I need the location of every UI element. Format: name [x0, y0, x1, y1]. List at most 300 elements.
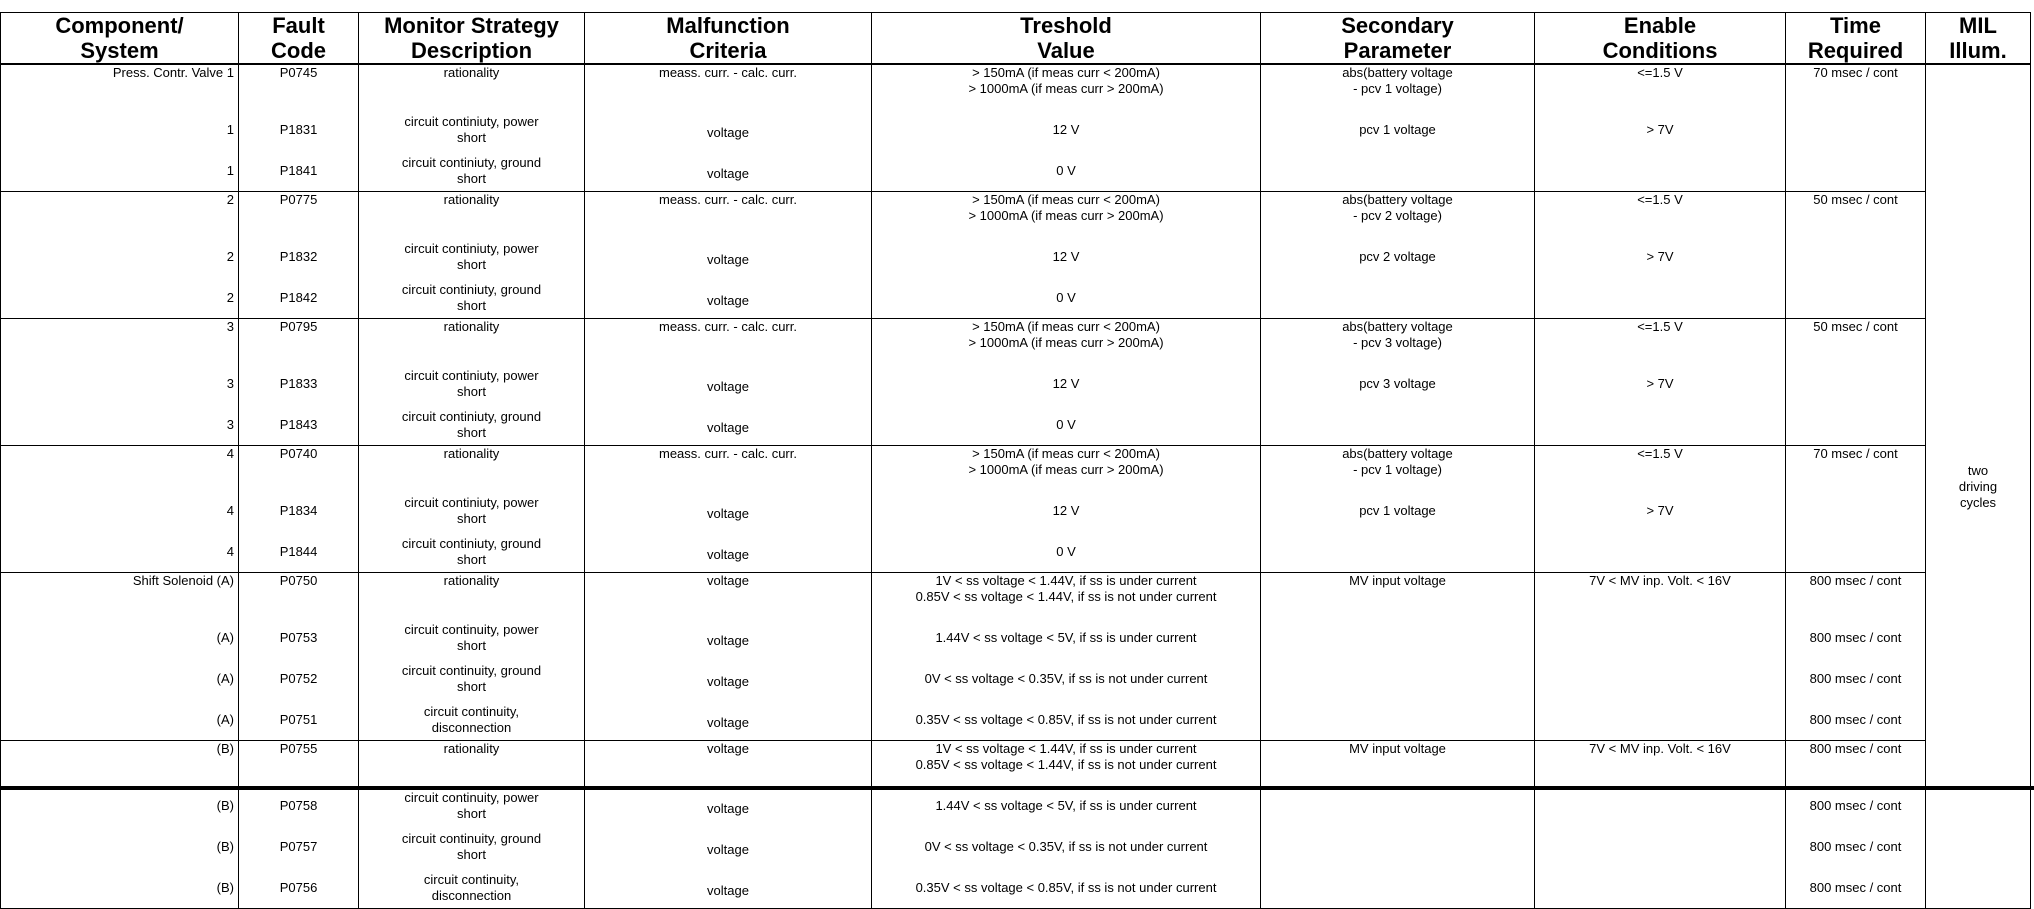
header-line: Parameter — [1343, 38, 1452, 63]
cell-text: 2 — [226, 248, 234, 264]
cell-line: circuit continiuty, ground — [401, 408, 542, 424]
cell-line: 0.35V < ss voltage < 0.85V, if ss is not under current — [915, 711, 1217, 727]
table-row — [1, 785, 2031, 826]
time-required-cell — [1786, 658, 1926, 699]
header-line: Enable — [1623, 13, 1697, 38]
component-cell — [1, 490, 239, 531]
cell-line: 0.85V < ss voltage < 1.44V, if ss is not under current — [915, 589, 1217, 604]
malfunction-criteria-cell — [585, 236, 872, 277]
time-required-cell — [1786, 785, 1926, 826]
component-cell — [1, 236, 239, 277]
header-line: Treshold — [1020, 13, 1112, 38]
fault-code-cell — [239, 867, 359, 909]
enable-conditions-cell — [1535, 236, 1786, 277]
secondary-parameter-cell — [1261, 867, 1535, 909]
enable-conditions-cell — [1535, 867, 1786, 909]
cell-line: circuit continuity, — [423, 871, 520, 887]
enable-conditions-cell — [1535, 573, 1786, 618]
table-row — [1, 363, 2031, 404]
component-cell — [1, 617, 239, 658]
cell-line: pcv 1 voltage — [1359, 502, 1436, 518]
header-line: Required — [1807, 38, 1904, 63]
enable-conditions-cell — [1535, 64, 1786, 109]
threshold-value-cell — [872, 277, 1261, 319]
cell-line: short — [457, 510, 486, 526]
cell-text: P1841 — [279, 162, 318, 178]
time-required-cell — [1786, 363, 1926, 404]
threshold-value-cell — [872, 109, 1261, 150]
cell-text: 70 msec / cont — [1813, 446, 1898, 461]
component-cell — [1, 573, 239, 618]
fault-code-cell — [239, 109, 359, 150]
time-required-cell — [1786, 236, 1926, 277]
table-row — [1, 867, 2031, 909]
cell-line: 1V < ss voltage < 1.44V, if ss is under current — [935, 741, 1197, 756]
cell-text: voltage — [707, 841, 749, 857]
cell-line: rationality — [443, 192, 500, 207]
cell-line: <=1.5 V — [1637, 65, 1683, 80]
cell-text: 4 — [226, 502, 234, 518]
threshold-value-cell — [872, 236, 1261, 277]
cell-text: P1843 — [279, 416, 318, 432]
cell-line: short — [457, 424, 486, 440]
cell-line: short — [457, 256, 486, 272]
cell-line: short — [457, 678, 486, 694]
table-body — [1, 64, 2031, 909]
secondary-parameter-cell — [1261, 490, 1535, 531]
cell-text: (A) — [216, 629, 234, 645]
time-required-cell — [1786, 64, 1926, 109]
enable-conditions-cell — [1535, 109, 1786, 150]
secondary-parameter-cell — [1261, 363, 1535, 404]
cell-line: 0.85V < ss voltage < 1.44V, if ss is not under current — [915, 757, 1217, 772]
cell-line: short — [457, 551, 486, 567]
monitor-strategy-cell — [359, 785, 585, 826]
cell-text: 4 — [226, 446, 234, 461]
malfunction-criteria-cell — [585, 617, 872, 658]
cell-text: P0740 — [279, 446, 318, 461]
table-row — [1, 699, 2031, 741]
table-row — [1, 277, 2031, 319]
header-line: Monitor Strategy — [384, 13, 559, 38]
cell-line: > 150mA (if meas curr < 200mA) — [972, 446, 1160, 461]
time-required-cell — [1786, 531, 1926, 573]
cell-line: 12 V — [1052, 502, 1080, 518]
secondary-parameter-cell — [1261, 404, 1535, 446]
cell-text: P1842 — [279, 289, 318, 305]
cell-line: circuit continiuty, power — [404, 494, 539, 510]
cell-line: - pcv 1 voltage) — [1353, 81, 1442, 96]
monitor-strategy-header — [359, 13, 585, 65]
cell-text: 800 msec / cont — [1809, 838, 1902, 854]
cell-line: circuit continiuty, power — [404, 113, 539, 129]
cell-line: short — [457, 297, 486, 313]
table-row — [1, 617, 2031, 658]
component-cell — [1, 699, 239, 741]
cell-line: circuit continuity, ground — [401, 662, 542, 678]
mil-line: driving — [1958, 478, 1998, 494]
cell-text: voltage — [707, 292, 749, 308]
enable-conditions-cell — [1535, 150, 1786, 192]
cell-line: > 7V — [1646, 121, 1674, 137]
cell-text: 800 msec / cont — [1809, 797, 1902, 813]
time-required-cell — [1786, 109, 1926, 150]
time-required-cell — [1786, 617, 1926, 658]
cell-line: <=1.5 V — [1637, 192, 1683, 207]
component-system-header — [1, 13, 239, 65]
cell-line: short — [457, 383, 486, 399]
threshold-value-cell — [872, 785, 1261, 826]
header-line: Malfunction — [666, 13, 790, 38]
table-row — [1, 319, 2031, 364]
cell-line: circuit continiuty, ground — [401, 281, 542, 297]
cell-text: P1844 — [279, 543, 318, 559]
cell-text: (B) — [216, 741, 234, 756]
secondary-parameter-cell — [1261, 826, 1535, 867]
cell-text: P1834 — [279, 502, 318, 518]
malfunction-criteria-cell — [585, 699, 872, 741]
cell-line: abs(battery voltage — [1342, 192, 1453, 207]
monitor-strategy-cell — [359, 617, 585, 658]
fault-code-cell — [239, 741, 359, 786]
cell-text: P0753 — [279, 629, 318, 645]
enable-conditions-cell — [1535, 319, 1786, 364]
cell-line: pcv 1 voltage — [1359, 121, 1436, 137]
header-line: MIL — [1959, 13, 1997, 38]
cell-text: 800 msec / cont — [1809, 573, 1902, 588]
time-required-cell — [1786, 699, 1926, 741]
secondary-parameter-cell — [1261, 150, 1535, 192]
mil-line: cycles — [1959, 494, 1997, 510]
cell-text: voltage — [707, 673, 749, 689]
enable-conditions-cell — [1535, 785, 1786, 826]
cell-line: rationality — [443, 573, 500, 588]
time-required-cell — [1786, 741, 1926, 786]
cell-line: 0 V — [1056, 543, 1076, 559]
monitor-strategy-cell — [359, 446, 585, 491]
fault-code-cell — [239, 150, 359, 192]
threshold-value-cell — [872, 658, 1261, 699]
secondary-parameter-cell — [1261, 192, 1535, 237]
time-required-cell — [1786, 446, 1926, 491]
cell-line: - pcv 2 voltage) — [1353, 208, 1442, 223]
table-row — [1, 109, 2031, 150]
component-cell — [1, 277, 239, 319]
cell-line: - pcv 3 voltage) — [1353, 335, 1442, 350]
cell-text: voltage — [707, 882, 749, 898]
cell-text: P0752 — [279, 670, 318, 686]
fault-code-cell — [239, 699, 359, 741]
component-cell — [1, 867, 239, 909]
monitor-strategy-cell — [359, 490, 585, 531]
mil-illum-header — [1926, 13, 2031, 65]
cell-line: 0V < ss voltage < 0.35V, if ss is not under current — [924, 838, 1208, 854]
cell-line: rationality — [443, 741, 500, 756]
header-line: Secondary — [1341, 13, 1454, 38]
cell-line: 7V < MV inp. Volt. < 16V — [1589, 573, 1731, 588]
cell-text: voltage — [707, 632, 749, 648]
malfunction-criteria-header — [585, 13, 872, 65]
cell-text: voltage — [707, 573, 749, 588]
component-cell — [1, 531, 239, 573]
fault-code-cell — [239, 363, 359, 404]
cell-text: P1831 — [279, 121, 318, 137]
table-row — [1, 658, 2031, 699]
cell-line: disconnection — [431, 719, 512, 735]
threshold-value-cell — [872, 150, 1261, 192]
cell-line: rationality — [443, 65, 500, 80]
threshold-value-cell — [872, 192, 1261, 237]
cell-line: circuit continiuty, power — [404, 240, 539, 256]
cell-line: 0V < ss voltage < 0.35V, if ss is not under current — [924, 670, 1208, 686]
header-row — [1, 13, 2031, 65]
cell-line: <=1.5 V — [1637, 319, 1683, 334]
cell-text: P0751 — [279, 711, 318, 727]
threshold-value-header — [872, 13, 1261, 65]
component-cell — [1, 658, 239, 699]
header-line: Description — [410, 38, 533, 63]
malfunction-criteria-cell — [585, 319, 872, 364]
cell-text: 1 — [226, 162, 234, 178]
cell-text: voltage — [707, 741, 749, 756]
cell-line: > 1000mA (if meas curr > 200mA) — [968, 208, 1164, 223]
cell-text: 800 msec / cont — [1809, 711, 1902, 727]
cell-text: 800 msec / cont — [1809, 629, 1902, 645]
monitor-strategy-cell — [359, 573, 585, 618]
component-cell — [1, 64, 239, 109]
cell-text: 800 msec / cont — [1809, 879, 1902, 895]
cell-line: > 1000mA (if meas curr > 200mA) — [968, 462, 1164, 477]
cell-text: (B) — [216, 797, 234, 813]
malfunction-criteria-cell — [585, 150, 872, 192]
cell-text: (A) — [216, 670, 234, 686]
threshold-value-cell — [872, 64, 1261, 109]
cell-text: meass. curr. - calc. curr. — [659, 319, 797, 334]
enable-conditions-cell — [1535, 531, 1786, 573]
enable-conditions-cell — [1535, 617, 1786, 658]
secondary-parameter-cell — [1261, 658, 1535, 699]
fault-code-cell — [239, 446, 359, 491]
cell-text: voltage — [707, 251, 749, 267]
cell-text: voltage — [707, 165, 749, 181]
cell-line: 1.44V < ss voltage < 5V, if ss is under current — [935, 797, 1197, 813]
component-cell — [1, 741, 239, 786]
component-cell — [1, 109, 239, 150]
cell-line: 1V < ss voltage < 1.44V, if ss is under current — [935, 573, 1197, 588]
cell-text: 50 msec / cont — [1813, 319, 1898, 334]
cell-line: pcv 2 voltage — [1359, 248, 1436, 264]
malfunction-criteria-cell — [585, 363, 872, 404]
cell-line: circuit continuity, ground — [401, 830, 542, 846]
cell-line: 0 V — [1056, 289, 1076, 305]
header-line: Code — [271, 38, 326, 63]
cell-text: voltage — [707, 378, 749, 394]
component-cell — [1, 319, 239, 364]
cell-line: disconnection — [431, 887, 512, 903]
monitor-strategy-cell — [359, 699, 585, 741]
table-row — [1, 150, 2031, 192]
fault-code-cell — [239, 531, 359, 573]
secondary-parameter-cell — [1261, 64, 1535, 109]
time-required-cell — [1786, 573, 1926, 618]
monitor-strategy-cell — [359, 192, 585, 237]
cell-line: rationality — [443, 319, 500, 334]
cell-text: 4 — [226, 543, 234, 559]
cell-text: P0745 — [279, 65, 318, 80]
cell-line: > 150mA (if meas curr < 200mA) — [972, 65, 1160, 80]
monitor-strategy-cell — [359, 109, 585, 150]
secondary-parameter-cell — [1261, 617, 1535, 658]
monitor-strategy-cell — [359, 363, 585, 404]
cell-line: > 150mA (if meas curr < 200mA) — [972, 319, 1160, 334]
monitor-strategy-cell — [359, 404, 585, 446]
enable-conditions-cell — [1535, 658, 1786, 699]
table-row — [1, 490, 2031, 531]
malfunction-criteria-cell — [585, 446, 872, 491]
secondary-parameter-header — [1261, 13, 1535, 65]
cell-text: voltage — [707, 124, 749, 140]
fault-code-cell — [239, 404, 359, 446]
fault-code-cell — [239, 658, 359, 699]
cell-text: voltage — [707, 800, 749, 816]
cell-line: MV input voltage — [1349, 741, 1446, 756]
threshold-value-cell — [872, 741, 1261, 786]
threshold-value-cell — [872, 319, 1261, 364]
malfunction-criteria-cell — [585, 785, 872, 826]
header-line: Criteria — [689, 38, 767, 63]
component-cell — [1, 363, 239, 404]
time-required-cell — [1786, 277, 1926, 319]
cell-text: meass. curr. - calc. curr. — [659, 446, 797, 461]
table-row — [1, 404, 2031, 446]
header-line: Illum. — [1949, 38, 2007, 63]
cell-line: 0.35V < ss voltage < 0.85V, if ss is not under current — [915, 879, 1217, 895]
mil-line: two — [1967, 462, 1989, 478]
time-required-cell — [1786, 826, 1926, 867]
secondary-parameter-cell — [1261, 531, 1535, 573]
cell-text: P0757 — [279, 838, 318, 854]
cell-line: circuit continiuty, ground — [401, 154, 542, 170]
threshold-value-cell — [872, 446, 1261, 491]
cell-line: <=1.5 V — [1637, 446, 1683, 461]
cell-line: 12 V — [1052, 248, 1080, 264]
secondary-parameter-cell — [1261, 446, 1535, 491]
component-cell — [1, 826, 239, 867]
cell-line: 12 V — [1052, 121, 1080, 137]
fault-code-header — [239, 13, 359, 65]
threshold-value-cell — [872, 531, 1261, 573]
table-row — [1, 531, 2031, 573]
cell-line: 0 V — [1056, 416, 1076, 432]
enable-conditions-cell — [1535, 490, 1786, 531]
threshold-value-cell — [872, 867, 1261, 909]
cell-line: abs(battery voltage — [1342, 65, 1453, 80]
cell-text: 50 msec / cont — [1813, 192, 1898, 207]
header-line: Conditions — [1602, 38, 1718, 63]
cell-text: meass. curr. - calc. curr. — [659, 192, 797, 207]
cell-line: 7V < MV inp. Volt. < 16V — [1589, 741, 1731, 756]
cell-line: > 7V — [1646, 375, 1674, 391]
threshold-value-cell — [872, 617, 1261, 658]
malfunction-criteria-cell — [585, 109, 872, 150]
table-row — [1, 236, 2031, 277]
fault-code-cell — [239, 826, 359, 867]
threshold-value-cell — [872, 490, 1261, 531]
component-cell — [1, 150, 239, 192]
component-cell — [1, 404, 239, 446]
fault-code-cell — [239, 192, 359, 237]
secondary-parameter-cell — [1261, 785, 1535, 826]
threshold-value-cell — [872, 363, 1261, 404]
cell-line: MV input voltage — [1349, 573, 1446, 588]
threshold-value-cell — [872, 573, 1261, 618]
monitor-strategy-cell — [359, 826, 585, 867]
monitor-strategy-cell — [359, 277, 585, 319]
cell-text: (A) — [216, 711, 234, 727]
monitor-strategy-cell — [359, 150, 585, 192]
cell-text: P1832 — [279, 248, 318, 264]
cell-text: 3 — [226, 319, 234, 334]
monitor-strategy-cell — [359, 531, 585, 573]
cell-line: pcv 3 voltage — [1359, 375, 1436, 391]
cell-line: > 150mA (if meas curr < 200mA) — [972, 192, 1160, 207]
cell-text: voltage — [707, 546, 749, 562]
table-row — [1, 826, 2031, 867]
fault-code-cell — [239, 617, 359, 658]
cell-line: short — [457, 129, 486, 145]
malfunction-criteria-cell — [585, 573, 872, 618]
enable-conditions-header — [1535, 13, 1786, 65]
time-required-cell — [1786, 867, 1926, 909]
enable-conditions-cell — [1535, 826, 1786, 867]
cell-line: short — [457, 637, 486, 653]
cell-text: 2 — [226, 289, 234, 305]
header-line: Value — [1037, 38, 1095, 63]
table-row — [1, 64, 2031, 109]
cell-text: 3 — [226, 375, 234, 391]
monitor-strategy-cell — [359, 741, 585, 786]
cell-text: P0756 — [279, 879, 318, 895]
fault-code-cell — [239, 319, 359, 364]
cell-text: P0750 — [279, 573, 318, 588]
cell-line: rationality — [443, 446, 500, 461]
table-row — [1, 573, 2031, 618]
cell-line: circuit continuity, power — [404, 789, 539, 805]
secondary-parameter-cell — [1261, 573, 1535, 618]
cell-line: abs(battery voltage — [1342, 446, 1453, 461]
monitor-strategy-cell — [359, 236, 585, 277]
enable-conditions-cell — [1535, 741, 1786, 786]
threshold-value-cell — [872, 404, 1261, 446]
header-line: Fault — [272, 13, 325, 38]
cell-line: > 1000mA (if meas curr > 200mA) — [968, 81, 1164, 96]
time-required-cell — [1786, 150, 1926, 192]
cell-line: circuit continiuty, power — [404, 367, 539, 383]
time-required-cell — [1786, 490, 1926, 531]
cell-text: 800 msec / cont — [1809, 670, 1902, 686]
enable-conditions-cell — [1535, 192, 1786, 237]
cell-line: 1.44V < ss voltage < 5V, if ss is under current — [935, 629, 1197, 645]
malfunction-criteria-cell — [585, 826, 872, 867]
header-line: Time — [1830, 13, 1881, 38]
secondary-parameter-cell — [1261, 699, 1535, 741]
monitor-strategy-cell — [359, 867, 585, 909]
malfunction-criteria-cell — [585, 192, 872, 237]
cell-line: abs(battery voltage — [1342, 319, 1453, 334]
table-row — [1, 446, 2031, 491]
bottom-rule — [0, 786, 2034, 790]
cell-text: P0755 — [279, 741, 318, 756]
